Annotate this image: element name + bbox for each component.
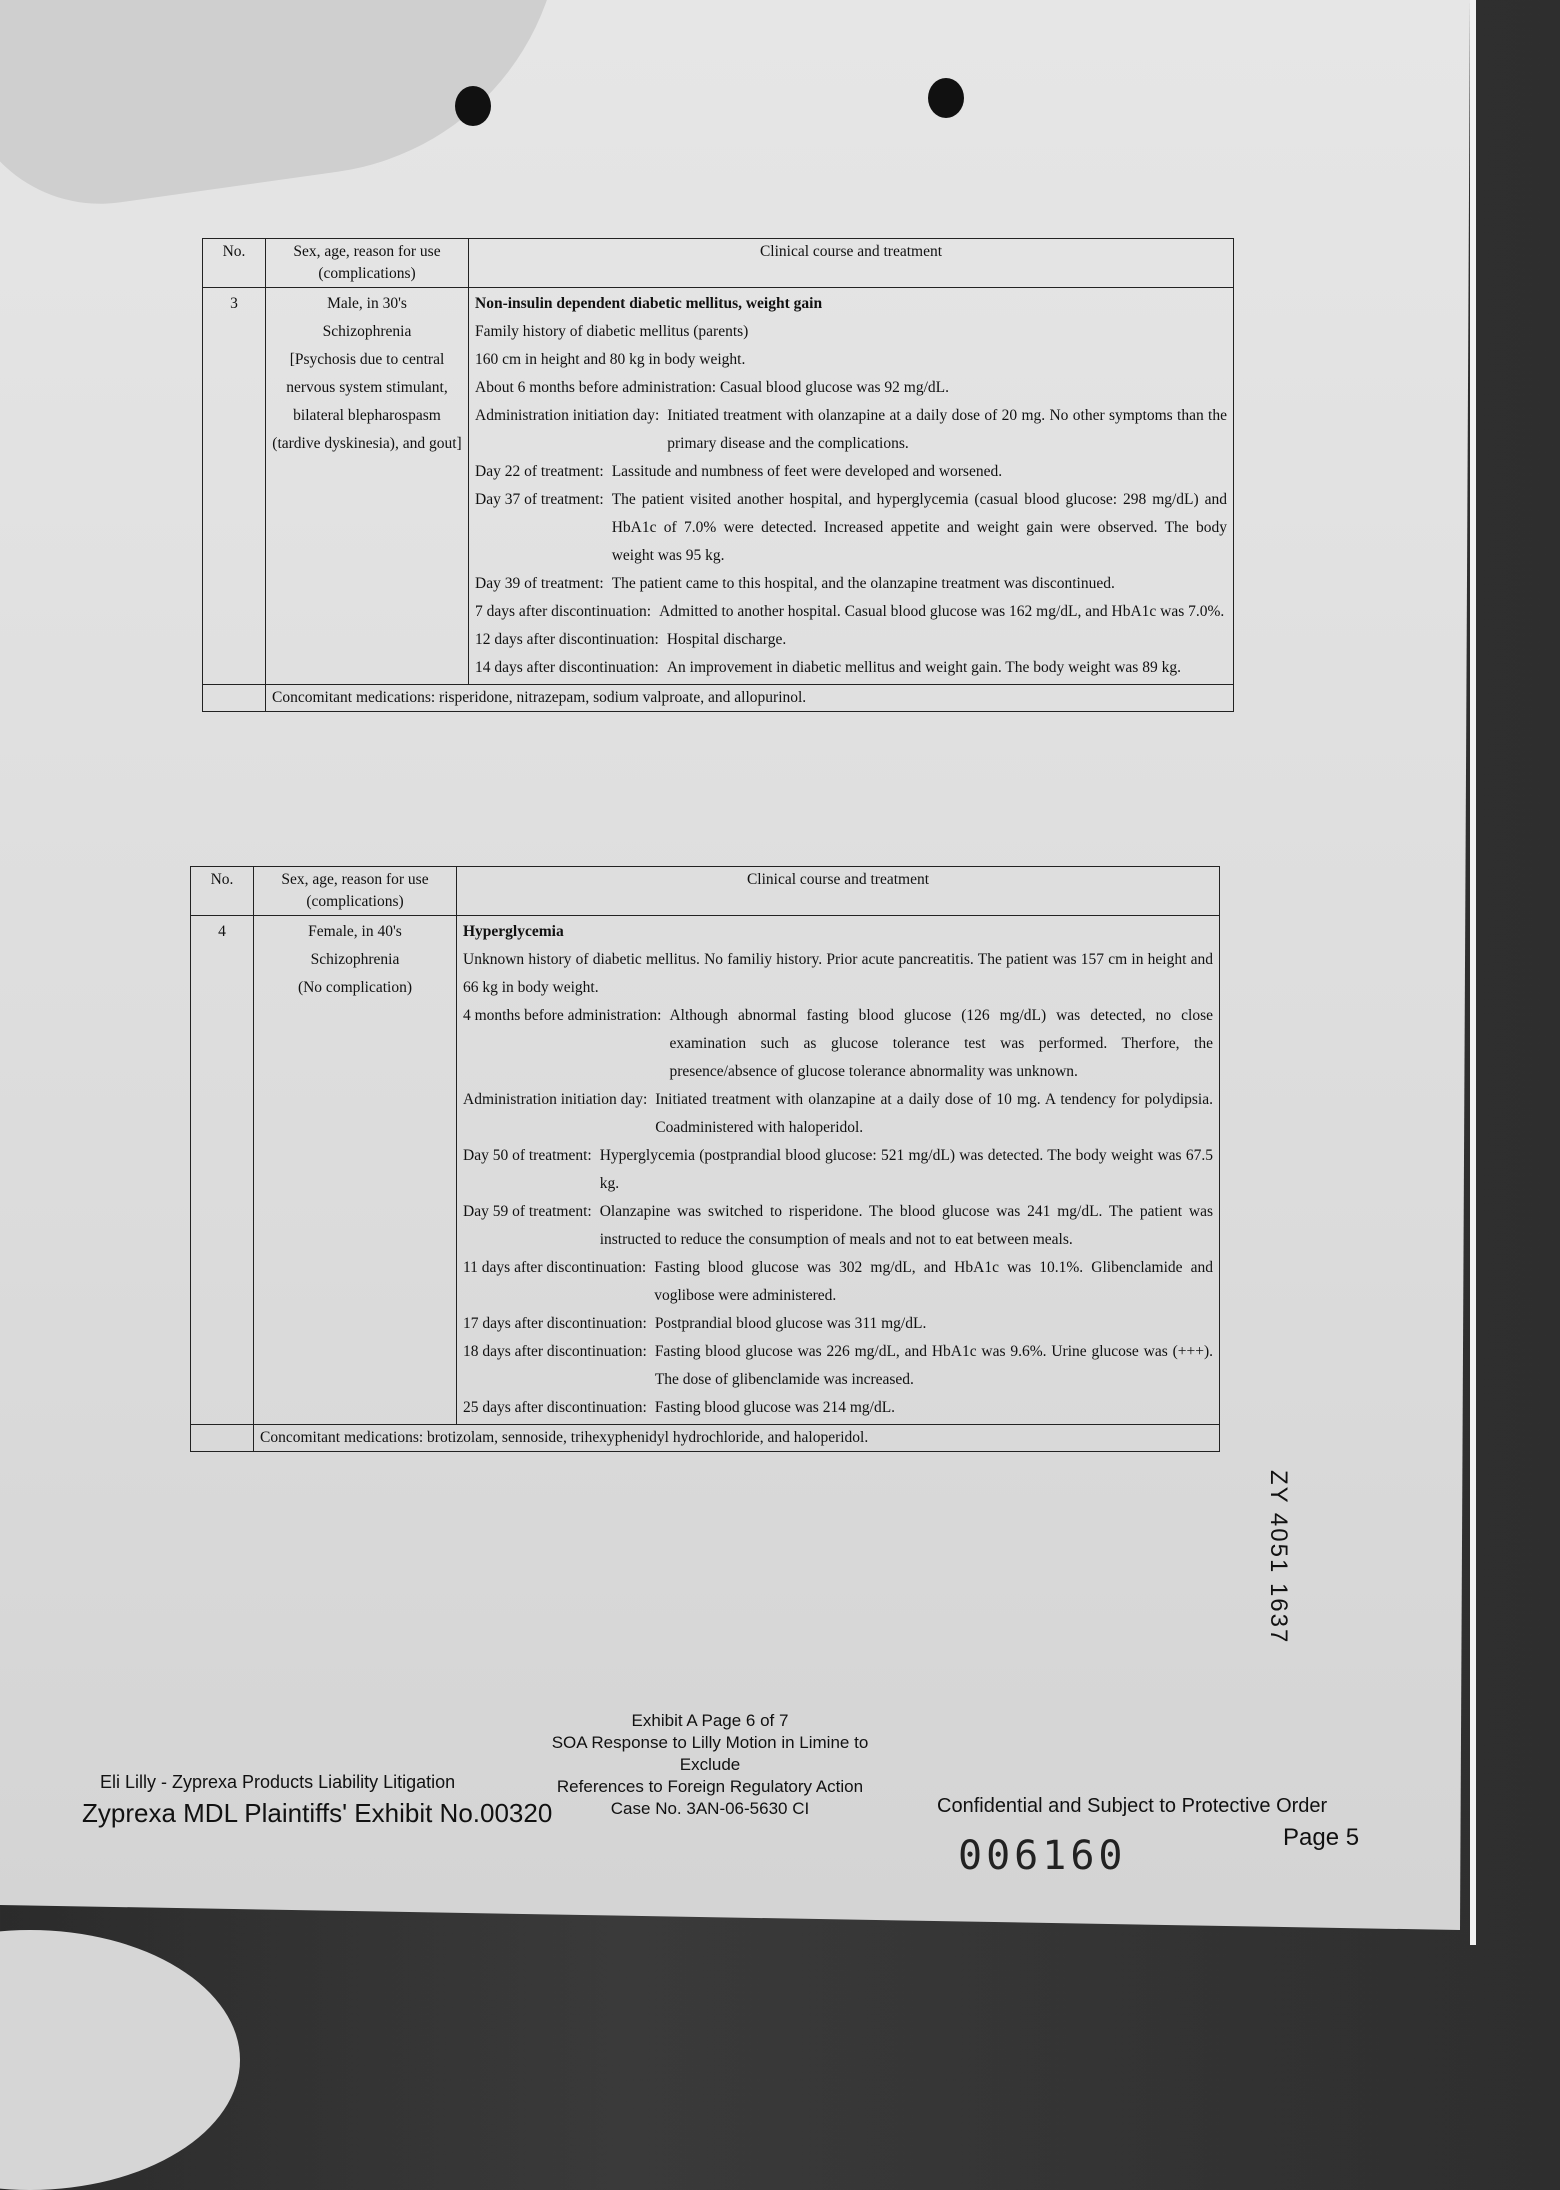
entry-label: 17 days after discontinuation: — [463, 1315, 647, 1332]
page-edge — [1470, 0, 1476, 1945]
entry-text: The patient came to this hospital, and the olanzapine treatment was discontinued. — [611, 575, 1115, 592]
entry-label: 4 months before administration: — [463, 1007, 662, 1024]
patient-profile — [266, 288, 469, 685]
entry-text: The patient visited another hospital, and hyperglycemia (casual blood glucose: 298 mg/dL) and HbA1c of 7.0% were detected. Increased appetite and weight gain were observed. The body weight was 95 kg. — [611, 491, 1227, 564]
timeline-entry — [475, 570, 1227, 598]
entry-text: Initiated treatment with olanzapine at a daily dose of 10 mg. A tendency for polydipsia. Coadministered with haloperidol. — [655, 1091, 1213, 1136]
complications: [Psychosis due to central nervous system stimulant, bilateral blepharospasm (tardive dyskinesia), and gout] — [272, 351, 462, 452]
cup-edge — [0, 1930, 240, 2190]
history-line: 160 cm in height and 80 kg in body weight. — [475, 351, 746, 368]
bates-stamp: 006160 — [958, 1833, 1127, 1879]
entry-text: Fasting blood glucose was 226 mg/dL, and HbA1c was 9.6%. Urine glucose was (+++). The dose of glibenclamide was increased. — [654, 1343, 1213, 1388]
header-course: Clinical course and treatment — [457, 867, 1220, 916]
entry-text: Hyperglycemia (postprandial blood glucose: 521 mg/dL) was detected. The body weight was 67.5 kg. — [599, 1147, 1213, 1192]
timeline-entry — [463, 1198, 1213, 1254]
soa-response-line-1: SOA Response to Lilly Motion in Limine to Exclude — [551, 1733, 869, 1774]
entry-text: Initiated treatment with olanzapine at a daily dose of 20 mg. No other symptoms than the primary disease and the complications. — [667, 407, 1227, 452]
reason-for-use: Schizophrenia — [322, 323, 412, 340]
header-no: No. — [203, 239, 266, 288]
entry-text: Olanzapine was switched to risperidone. The blood glucose was 241 mg/dL. The patient was instructed to reduce the consumption of meals and not to eat between meals. — [599, 1203, 1213, 1248]
entry-label: Day 59 of treatment: — [463, 1203, 592, 1220]
entry-text: An improvement in diabetic mellitus and weight gain. The body weight was 89 kg. — [666, 659, 1181, 676]
entry-text: Admitted to another hospital. Casual blood glucose was 162 mg/dL, and HbA1c was 7.0%. — [659, 603, 1225, 620]
timeline-entry — [463, 1086, 1213, 1142]
timeline-entry — [475, 458, 1227, 486]
bates-vertical: ZY 4051 1637 — [1265, 1470, 1292, 1645]
entry-label: 25 days after discontinuation: — [463, 1399, 647, 1416]
timeline-entry — [463, 1394, 1213, 1422]
course-title: Hyperglycemia — [463, 923, 564, 940]
punch-hole — [455, 86, 491, 126]
timeline-entry — [475, 626, 1227, 654]
page-number: Page 5 — [1283, 1824, 1360, 1851]
entry-label: 11 days after discontinuation: — [463, 1259, 647, 1276]
header-sex: Sex, age, reason for use (complications) — [266, 239, 469, 288]
clinical-course — [457, 916, 1220, 1425]
history-line: Family history of diabetic mellitus (parents) — [475, 323, 749, 340]
entry-text: Fasting blood glucose was 302 mg/dL, and HbA1c was 10.1%. Glibenclamide and voglibose were administered. — [654, 1259, 1213, 1304]
sex-age: Female, in 40's — [308, 923, 402, 940]
entry-label: 18 days after discontinuation: — [463, 1343, 647, 1360]
patient-profile — [254, 916, 457, 1425]
entry-text: Lassitude and numbness of feet were developed and worsened. — [611, 463, 1003, 480]
entry-text: Although abnormal fasting blood glucose (126 mg/dL) was detected, no close examination such as glucose tolerance test was performed. Therfore, the presence/absence of glucose tolerance abnormality was unknown. — [669, 1007, 1213, 1080]
complications: (No complication) — [297, 979, 413, 996]
entry-text: Fasting blood glucose was 214 mg/dL. — [654, 1399, 896, 1416]
timeline-entry — [475, 486, 1227, 570]
entry-label: Day 39 of treatment: — [475, 575, 604, 592]
timeline-entry — [463, 1142, 1213, 1198]
timeline-entry — [463, 1254, 1213, 1310]
mdl-exhibit-label: Zyprexa MDL Plaintiffs' Exhibit No.00320 — [82, 1798, 553, 1828]
header-no: No. — [191, 867, 254, 916]
timeline-entry — [475, 598, 1227, 626]
exhibit-page: Exhibit A Page 6 of 7 — [631, 1711, 789, 1730]
case-number: 3 — [203, 288, 266, 685]
soa-response-line-2: References to Foreign Regulatory Action — [556, 1777, 864, 1796]
header-course: Clinical course and treatment — [469, 239, 1234, 288]
reason-for-use: Schizophrenia — [310, 951, 400, 968]
exhibit-block — [520, 1710, 900, 1820]
history-line: Unknown history of diabetic mellitus. No familiy history. Prior acute pancreatitis. The patient was 157 cm in height and 66 kg in body weight. — [463, 951, 1213, 996]
litigation-label: Eli Lilly - Zyprexa Products Liability Litigation — [100, 1772, 456, 1792]
punch-hole — [928, 78, 964, 118]
entry-label: Administration initiation day: — [475, 407, 660, 424]
sex-age: Male, in 30's — [327, 295, 407, 312]
entry-label: 12 days after discontinuation: — [475, 631, 659, 648]
concomitant-medications: Concomitant medications: brotizolam, sennoside, trihexyphenidyl hydrochloride, and haloperidol. — [254, 1425, 1220, 1452]
timeline-entry — [475, 654, 1227, 682]
timeline-entry — [463, 1338, 1213, 1394]
entry-label: 14 days after discontinuation: — [475, 659, 659, 676]
case-table-3 — [202, 238, 1234, 712]
entry-label: 7 days after discontinuation: — [475, 603, 652, 620]
history-line: About 6 months before administration: Casual blood glucose was 92 mg/dL. — [475, 379, 949, 396]
timeline-entry — [475, 402, 1227, 458]
timeline-entry — [463, 1310, 1213, 1338]
timeline-entry — [463, 1002, 1213, 1086]
entry-label: Day 50 of treatment: — [463, 1147, 592, 1164]
course-title: Non-insulin dependent diabetic mellitus, weight gain — [475, 295, 823, 312]
confidential-notice: Confidential and Subject to Protective Order — [937, 1795, 1328, 1817]
case-table-4 — [190, 866, 1220, 1452]
entry-text: Postprandial blood glucose was 311 mg/dL. — [654, 1315, 927, 1332]
entry-label: Day 22 of treatment: — [475, 463, 604, 480]
clinical-course — [469, 288, 1234, 685]
entry-label: Day 37 of treatment: — [475, 491, 604, 508]
case-number-footer: Case No. 3AN-06-5630 CI — [610, 1799, 810, 1818]
header-sex: Sex, age, reason for use (complications) — [254, 867, 457, 916]
entry-label: Administration initiation day: — [463, 1091, 648, 1108]
case-number: 4 — [191, 916, 254, 1425]
concomitant-medications: Concomitant medications: risperidone, nitrazepam, sodium valproate, and allopurinol. — [266, 685, 1234, 712]
entry-text: Hospital discharge. — [666, 631, 787, 648]
